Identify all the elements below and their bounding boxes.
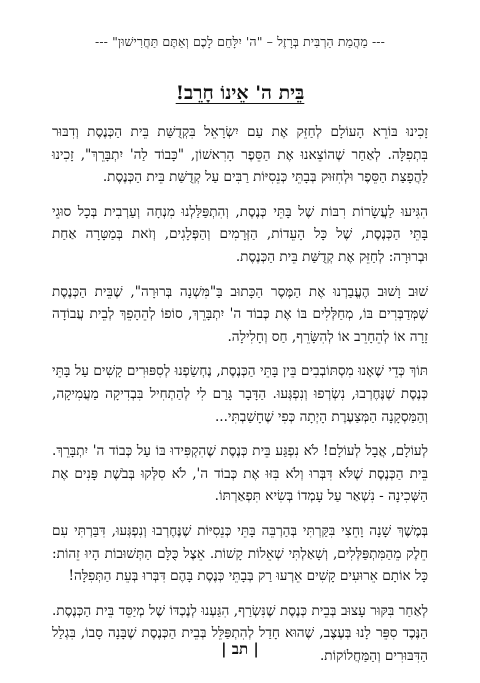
- page-number: | תב |: [221, 640, 259, 658]
- article-title: בֵּית ה' אֵינוֹ חָרֵב!: [175, 82, 305, 104]
- paragraph-3: שׁוּב וָשׁוּב הֶעֱבַרְנוּ אֶת הַמֶּסֶר הַכָּתוּב בַּ"מִּשְׁנָה בְּרוּרָה", שֶׁבֵּית הַכְּנֶסֶת שֶׁמְּדַבְּרִים בּוֹ, מְחַלְּלִים בּוֹ אֶת כְּבוֹד ה' יִתְבָּרֵךְ, סוֹפוֹ לְהֵהָפֵךְ לְבֵית עֲבוֹדָה זָרָה אוֹ לְהֵחָרֵב אוֹ לְהִשָּׂרֵף, חַס וְחָלִילָה.: [52, 283, 428, 345]
- paragraph-7: לְאַחַר בִּקּוּר עָצוּב בְּבֵית כְּנֶסֶת שֶׁנִּשְׂרַף, הִגַּעְנוּ לְנֶכְדּוֹ שֶׁל מְיַסֵּד בֵּית הַכְּנֶסֶת. הַנֶּכֶד סִפֵּר לָנוּ בְּעֶצֶב, שֶׁהוּא חָדַל לְהִתְפַּלֵּל בְּבֵית הַכְּנֶסֶת שֶׁבָּנָה סָבוֹ, בִּגְלַל הַדִּבּוּרִים וְהַמַּחֲלוֹקוֹת.: [52, 602, 428, 664]
- paragraph-2: הִגִּיעוּ לַעֲשָׂרוֹת רִבּוֹת שֶׁל בָּתֵּי כְּנֶסֶת, וְהִתְפַּלַּלְנוּ מִנְחָה וְעַרְבִית בְּכָל סוּגֵי בָּתֵּי הַכְּנֶסֶת, שֶׁל כָּל הָעֵדוֹת, הַזְּרָמִים וְהַפְּלָגִים, וְזֹאת בְּמַטָּרָה אַחַת וּבְרוּרָה: לְחַזֵּק אֶת קְדֻשַּׁת בֵּית הַכְּנֶסֶת.: [52, 203, 428, 265]
- paragraph-6: בְּמֶשֶׁךְ שָׁנָה וָחֵצִי בִּקַּרְתִּי בְּהַרְבֵּה בָּתֵּי כְּנֵסִיּוֹת שֶׁנֶּחֶרְבוּ וְנִפְגְּעוּ, דִּבַּרְתִּי עִם חֵלֶק מֵהַמִּתְפַּלְּלִים, וְשָׁאַלְתִּי שְׁאֵלוֹת קָשׁוֹת. אֵצֶל כֻּלָּם הַתְּשׁוּבוֹת הָיוּ זֵהוֹת: כָּל אוֹתָם אֵרוּעִים קָשִׁים אֵרְעוּ רַק בְּבָתֵּי כְּנֶסֶת בָּהֶם דִּבְּרוּ בְּעֵת הַתְּפִלָּה!: [52, 522, 428, 585]
- paragraph-5: לְעוֹלָם, אֲבָל לְעוֹלָם! לֹא נִפְגַּע בֵּית כְּנֶסֶת שֶׁהִקְפִּידוּ בּוֹ עַל כְּבוֹד ה' יִתְבָּרֵךְ. בֵּית הַכְּנֶסֶת שֶׁלֹּא דִּבְּרוּ וְלֹא בִּזּוּ אֶת כְּבוֹד ה', לֹא סִלְּקוּ בְּבֹשֶׁת פָּנִים אֶת הַשְּׁכִינָה - נִשְׁאַר עַל עָמְדוֹ בְּשִׂיא תִּפְאַרְתּוֹ.: [52, 443, 428, 505]
- paragraph-4: תּוֹךְ כְּדֵי שֶׁאָנוּ מִסְתּוֹבְבִים בֵּין בָּתֵּי הַכְּנֶסֶת, נֶחְשַׂפְנוּ לְסִפּוּרִים קָשִׁים עַל בָּתֵּי כְּנֶסֶת שֶׁנֶּחֶרְבוּ, נִשְׂרְפוּ וְנִפְגְּעוּ. הַדָּבָר גָּרַם לִי לְהַתְחִיל בִּבְדִיקָה מַעֲמִיקָה, וְהַמַּסְקָנָה הַמְּצַעֶרֶת הָיְתָה כְּפִי שֶׁחָשַׁבְתִּי...: [52, 363, 428, 425]
- running-header: --- מַהֲמַת הַרְבִּית בְּרָזֶל – "ה' יִלָּחֵם לָכֶם וְאַתֶּם תַּחֲרִישׁוּן" ---: [95, 34, 385, 49]
- paragraph-1: זָכִינוּ בּוֹרֵא הָעוֹלָם לְחַזֵּק אֶת עַם יִשְׂרָאֵל בִּקְדֻשַּׁת בֵּית הַכְּנֶסֶת וְדִבּוּר בִּתְפִלָּה. לְאַחַר שֶׁהוֹצֵאנוּ אֶת הַסֵּפֶר הָרִאשׁוֹן, "כָּבוֹד לַה' יִתְבָּרֵךְ", זָכִינוּ לַהֲפָצַת הַסֵּפֶר וּלְחִזּוּק בְּבָתֵּי כְּנֵסִיּוֹת רַבִּים עַל קְדֻשַּׁת בֵּית הַכְּנֶסֶת.: [52, 124, 428, 186]
